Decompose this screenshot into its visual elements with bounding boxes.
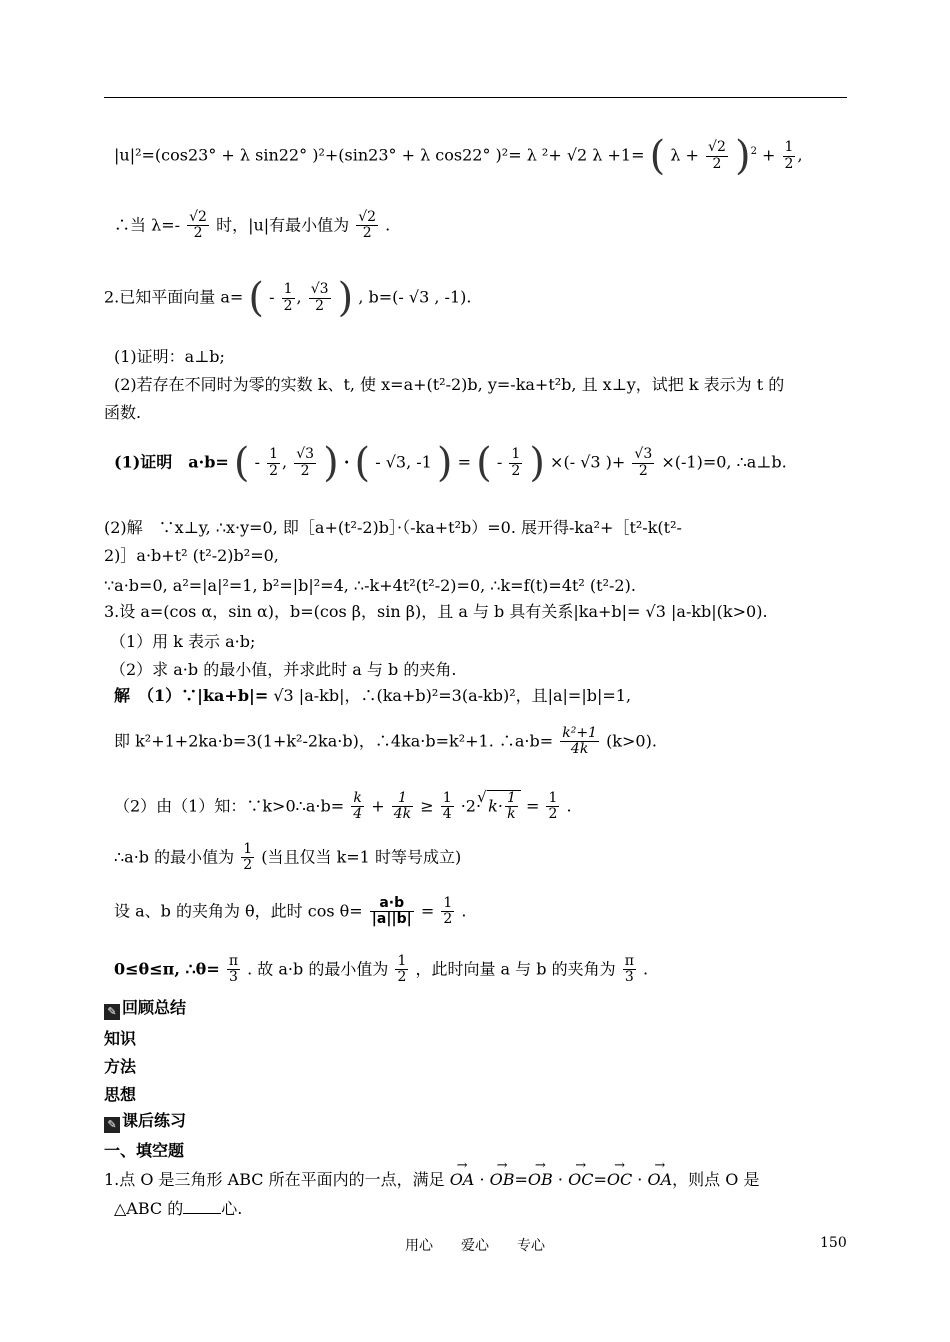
footer-slogan: 用心 爱心 专心 <box>405 1238 545 1254</box>
paren-right: ) <box>734 133 751 179</box>
question-3-part-2: （2）求 a·b 的最小值，并求此时 a 与 b 的夹角. <box>110 660 457 679</box>
solution-2-line-3: ∵a·b=0, a²=|a|²=1, b²=|b|²=4, ∴-k+4t²(t²-2)=0, ∴k=f(t)=4t² (t²-2). <box>104 576 636 595</box>
dot-operator: · <box>343 452 350 472</box>
formula-text: . <box>385 215 391 235</box>
vector-oc: OC → <box>607 1170 632 1189</box>
proof-text: ×(- <box>550 452 576 472</box>
fraction: $\frac{√3}{2}$ <box>310 281 329 314</box>
question-2-part-2-cont: 函数. <box>104 403 142 422</box>
solution-text: ，此时向量 a 与 b 的夹角为 <box>415 959 616 979</box>
fraction: $\frac{1}{2}$ <box>511 446 521 479</box>
question-text: , -1). <box>434 287 472 307</box>
practice-heading <box>104 1111 186 1133</box>
solution-text: (k>0). <box>606 731 657 751</box>
paren-left: ( <box>248 275 265 321</box>
fraction: $\frac{1}{2}$ <box>283 281 293 314</box>
solution-text: . <box>566 796 572 816</box>
solution-text: 0≤θ≤π, ∴θ= <box>114 959 220 979</box>
formula-min-u <box>114 210 390 242</box>
paren-left: ( <box>476 440 492 486</box>
formula-text: + <box>762 145 781 165</box>
exercise-text: 1.点 O 是三角形 ABC 所在平面内的一点，满足 <box>104 1170 445 1189</box>
exercise-1 <box>104 1170 759 1189</box>
solution-text: （2）由（1）知：∵k>0∴a·b= <box>114 796 345 816</box>
fraction: $\frac{k}{4}$ <box>353 790 363 823</box>
sqrt-value: √3 <box>645 602 666 621</box>
fraction: $\frac{√3}{2}$ <box>634 446 653 479</box>
solution-2-line-1: (2)解 ∵x⊥y, ∴x·y=0, 即［a+(t²-2)b］·（-ka+t²b）=0. 展开得-ka²+［t²-k(t²- <box>104 518 682 537</box>
question-text: |a-kb|(k>0). <box>671 602 768 621</box>
solution-3-line-5 <box>114 896 466 928</box>
vector-ob: OB → <box>490 1170 515 1189</box>
formula-u-squared: |u|²=(cos23° + λ sin22° )²+(sin23° + λ cos22° )²= λ ²+ √2 λ +1= ( λ + $\frac{√2}{2}$ )$^2$ + $\frac{1}{2}$ , <box>114 133 803 179</box>
solution-text: |a-kb|，∴(ka+b)²=3(a-kb)²，且|a|=|b|=1, <box>298 686 632 705</box>
solution-3-line-3 <box>114 790 572 823</box>
fraction: $\frac{√2}{2}$ <box>358 209 377 242</box>
review-thought: 思想 <box>104 1085 137 1104</box>
review-heading <box>104 998 186 1020</box>
solution-text: = <box>525 796 540 816</box>
sqrt-expression: √ k· $\frac{1}{k}$ <box>487 790 521 823</box>
exercise-text: 心. <box>221 1199 243 1218</box>
solution-text: . <box>642 959 649 979</box>
solution-text: ·2· <box>460 796 482 816</box>
proof-text: )+ <box>605 452 626 472</box>
question-text: 3.设 a=(cos α，sin α)，b=(cos β，sin β)，且 a 与 b 具有关系|ka+b|= <box>104 602 641 621</box>
fraction: $\frac{√2}{2}$ <box>708 139 726 172</box>
solution-text: 解 （1）∵|ka+b|= <box>114 686 269 705</box>
solution-text: 设 a、b 的夹角为 θ，此时 cos θ= <box>114 901 363 921</box>
fraction: $\frac{1}{4}$ <box>442 790 452 823</box>
sqrt-value: √3 <box>273 686 294 705</box>
review-method: 方法 <box>104 1057 137 1076</box>
fraction: $\frac{1}{2}$ <box>269 446 279 479</box>
vector-oa: OA → <box>450 1170 475 1189</box>
heading-text: 回顾总结 <box>122 998 187 1017</box>
heading-text: 课后练习 <box>122 1111 187 1130</box>
vector-oc: OC → <box>568 1170 593 1189</box>
dot-operator: · <box>479 1170 485 1189</box>
paren-right: ) <box>323 440 339 486</box>
page-number: 150 <box>820 1235 847 1251</box>
formula-text: |u|²=(cos23° + λ sin22° )²+(sin23° + λ cos22° )²= λ ²+ √2 λ +1= <box>114 145 645 165</box>
solution-3-line-6 <box>114 954 648 986</box>
paren-left: ( <box>233 440 250 486</box>
exercise-1-cont <box>114 1199 242 1218</box>
fraction: $\frac{1}{2}$ <box>243 841 253 874</box>
vector-ob: OB → <box>528 1170 553 1189</box>
fraction: $\frac{1}{2}$ <box>443 895 453 928</box>
solution-text: (当且仅当 k=1 时等号成立) <box>261 847 462 867</box>
solution-2-line-2: 2)］a·b+t² (t²-2)b²=0, <box>104 546 279 565</box>
review-knowledge: 知识 <box>104 1029 137 1048</box>
question-text: , b=(- <box>358 287 404 307</box>
exercise-text: △ABC 的 <box>114 1199 184 1218</box>
solution-3-line-1 <box>114 686 631 705</box>
fraction: $\frac{1}{2}$ <box>784 139 794 172</box>
solution-text: + <box>371 796 385 816</box>
exercise-text: ，则点 O 是 <box>672 1170 760 1189</box>
fraction: $\frac{1}{2}$ <box>397 953 407 986</box>
solution-text: . 故 a·b 的最小值为 <box>247 959 389 979</box>
paren-right: ) <box>436 440 453 486</box>
solution-3-line-4 <box>114 842 461 874</box>
paren-right: ) <box>337 275 354 321</box>
header-rule <box>104 97 847 98</box>
question-2-part-1: (1)证明：a⊥b; <box>114 347 225 366</box>
fraction: $\frac{a\cdot b}{|a||b|}$ <box>371 895 412 928</box>
solution-text: ∴a·b 的最小值为 <box>114 847 235 867</box>
proof-text: = <box>457 452 472 472</box>
sqrt-value: √3 <box>408 287 430 307</box>
pencil-icon: ✎ <box>104 1004 120 1020</box>
fraction: $\frac{√2}{2}$ <box>189 209 207 242</box>
proof-text: ×(-1)=0, ∴a⊥b. <box>661 452 787 472</box>
sqrt-value: √3 <box>580 452 601 472</box>
question-text: 2.已知平面向量 a= <box>104 287 244 307</box>
fraction: $\frac{1}{4k}$ <box>393 790 412 823</box>
formula-text: λ + <box>670 145 699 165</box>
paren-left: ( <box>354 440 371 486</box>
paren-right: ) <box>529 440 545 486</box>
sign: - <box>375 452 381 472</box>
fraction: $\frac{\text{k²+1}}{4k}$ <box>562 725 597 758</box>
answer-blank[interactable] <box>183 1199 221 1214</box>
fraction: $\frac{1}{2}$ <box>548 790 558 823</box>
question-2: 2.已知平面向量 a= ( - $\frac{1}{2}$ , $\frac{√3}{2}$ ) , b=(- √3 , -1). <box>104 275 472 321</box>
fraction: $\frac{\pi}{3}$ <box>624 953 634 986</box>
question-3 <box>104 602 768 621</box>
section-fill-blank: 一、填空题 <box>104 1141 185 1160</box>
solution-text: 即 k²+1+2ka·b=3(1+k²-2ka·b)，∴4ka·b=k²+1. ∴a·b= <box>114 731 554 751</box>
fraction: $\frac{√3}{2}$ <box>296 446 315 479</box>
proof-1: (1)证明 a·b= ( - $\frac{1}{2}$ , $\frac{√3}{2}$ ) · ( - √3, -1 ) = ( - $\frac{1}{2}$ ) ×(- √3 )+ $\frac{√3}{2}$ ×(-1)=0, ∴a⊥b. <box>114 440 787 486</box>
proof-text: (1)证明 a·b= <box>114 452 229 472</box>
dot-operator: · <box>557 1170 563 1189</box>
exponent: 2 <box>750 146 757 158</box>
formula-text: ∴当 λ=- <box>114 215 181 235</box>
solution-text: = <box>420 901 435 921</box>
sign: - <box>254 452 261 472</box>
solution-text: . <box>461 901 467 921</box>
formula-text: 时，|u|有最小值为 <box>216 215 350 235</box>
pencil-icon: ✎ <box>104 1117 120 1133</box>
sign: - <box>269 287 275 307</box>
paren-left: ( <box>649 133 666 179</box>
equals: = <box>514 1170 528 1189</box>
dot-operator: · <box>637 1170 643 1189</box>
vector-oa: OA → <box>647 1170 672 1189</box>
question-3-part-1: （1）用 k 表示 a·b; <box>110 632 256 651</box>
question-2-part-2: (2)若存在不同时为零的实数 k、t, 使 x=a+(t²-2)b, y=-ka+t²b, 且 x⊥y，试把 k 表示为 t 的 <box>114 375 785 394</box>
solution-3-line-2 <box>114 726 657 758</box>
equals: = <box>593 1170 607 1189</box>
sign: - <box>496 452 503 472</box>
fraction: $\frac{\pi}{3}$ <box>228 953 239 986</box>
sqrt-value: √3 <box>385 452 407 472</box>
solution-text: ≥ <box>420 796 434 816</box>
